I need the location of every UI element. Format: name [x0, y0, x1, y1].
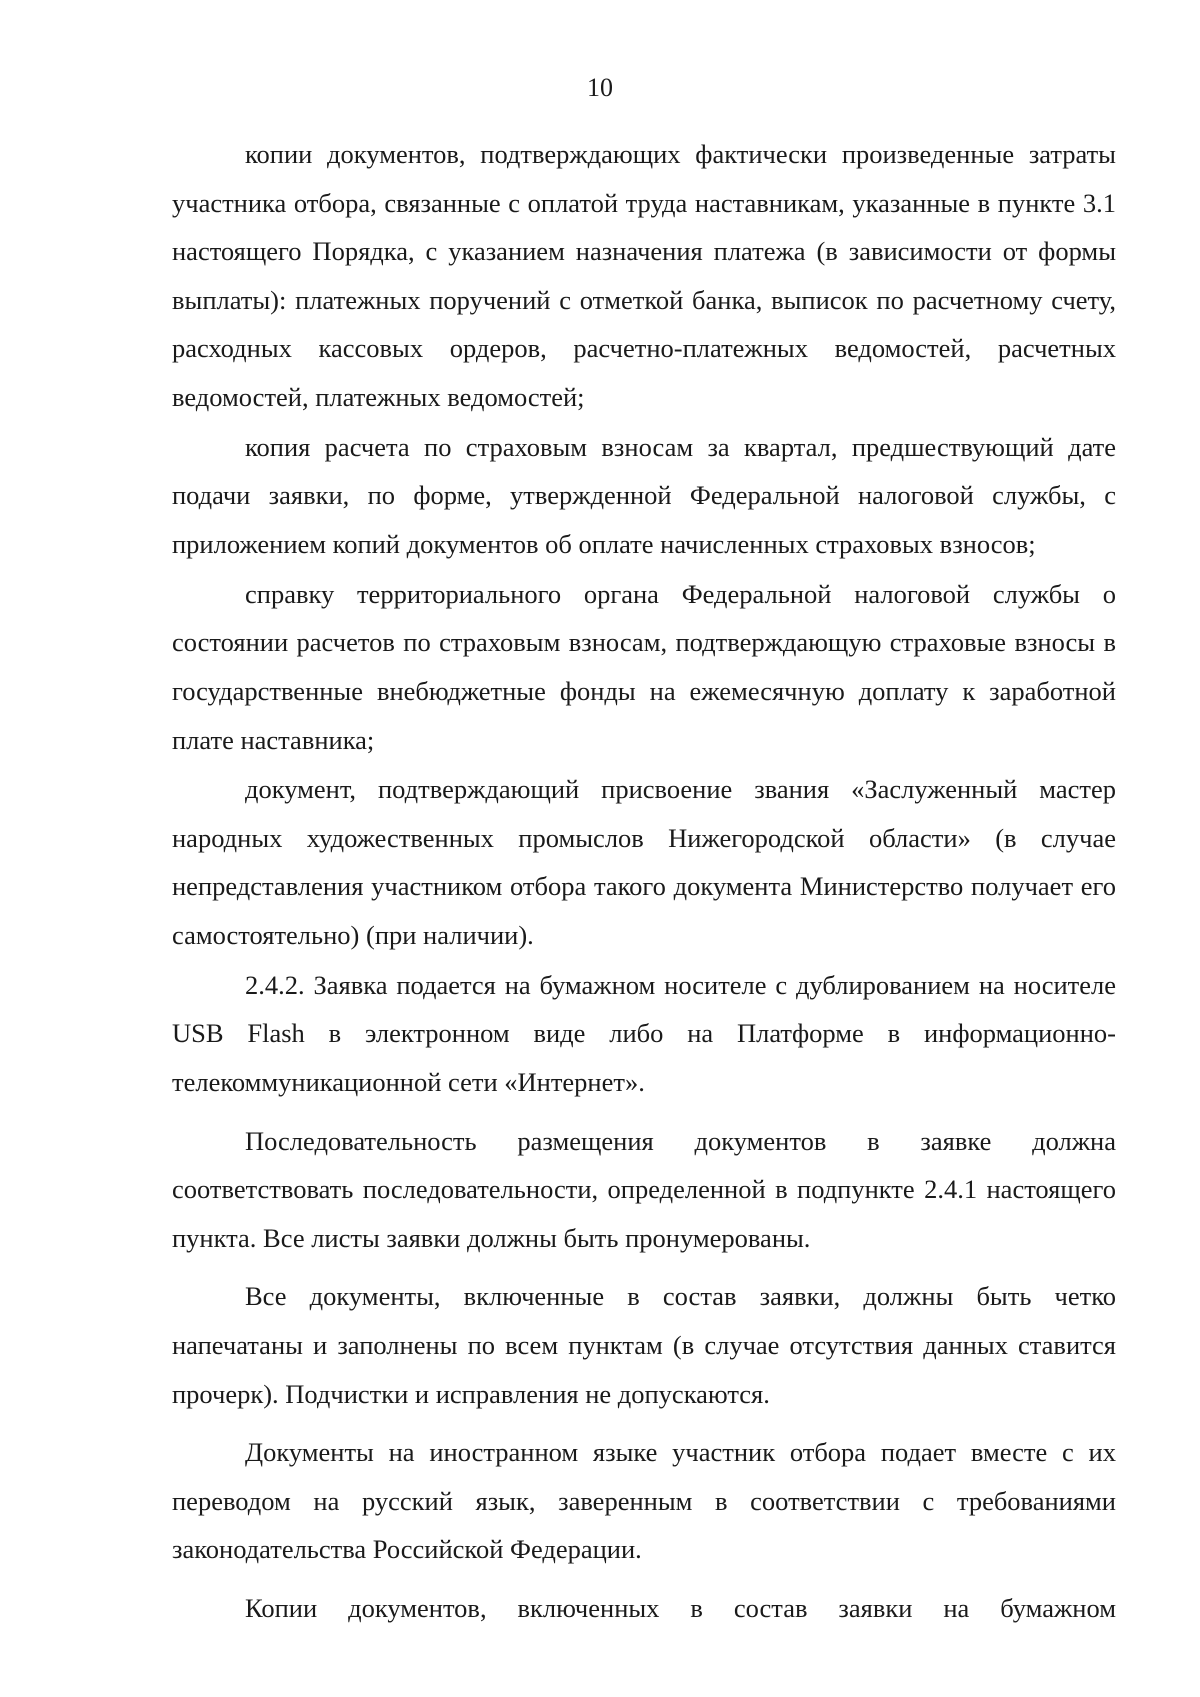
paragraph-document-order: Последовательность размещения документов в заявке должна соответствовать последовательности, определенной в подпункте 2.4.1 настоящего пункта. Все листы заявки должны быть пронумерованы. [172, 1125, 1116, 1253]
paragraph-foreign-language: Документы на иностранном языке участник отбора подает вместе с их переводом на русский язык, заверенным в соответствии с требованиями законодательства Российской Федерации. [172, 1437, 1116, 1565]
paragraph-insurance-calculation: копия расчета по страховым взносам за квартал, предшествующий дате подачи заявки, по форме, утвержденной Федеральной налоговой службы, с приложением копий документов об оплате начисленных страховых взносов; [172, 431, 1116, 559]
paragraph-copies: Копии документов, включенных в состав заявки на бумажном [245, 1592, 1116, 1623]
paragraph-document-quality: Все документы, включенные в состав заявки, должны быть четко напечатаны и заполнены по всем пунктам (в случае отсутствия данных ставится прочерк). Подчистки и исправления не допускаются. [172, 1281, 1116, 1409]
page-number: 10 [587, 73, 613, 102]
paragraph-expense-documents: копии документов, подтверждающих фактически произведенные затраты участника отбора, связанные с оплатой труда наставникам, указанные в пункте 3.1 настоящего Порядка, с указанием назначения платежа (в зависимости от формы выплаты): платежных поручений с отметкой банка, выписок по расчетному счету, расходных кассовых ордеров, расчетно-платежных ведомостей, расчетных ведомостей, платежных ведомостей; [172, 139, 1116, 412]
paragraph-2-4-2-submission: 2.4.2. Заявка подается на бумажном носителе с дублированием на носителе USB Flash в электронном виде либо на Платформе в информационно-телекоммуникационной сети «Интернет». [172, 969, 1116, 1098]
paragraph-tax-certificate: справку территориального органа Федеральной налоговой службы о состоянии расчетов по страховым взносам, подтверждающую страховые взносы в государственные внебюджетные фонды на ежемесячную доплату к заработной плате наставника; [172, 578, 1116, 755]
document-body [172, 130, 1116, 1633]
paragraph-master-title-document: документ, подтверждающий присвоение звания «Заслуженный мастер народных художественных промыслов Нижегородской области» (в случае непредставления участником отбора такого документа Министерство получает его самостоятельно) (при наличии). [172, 774, 1116, 951]
